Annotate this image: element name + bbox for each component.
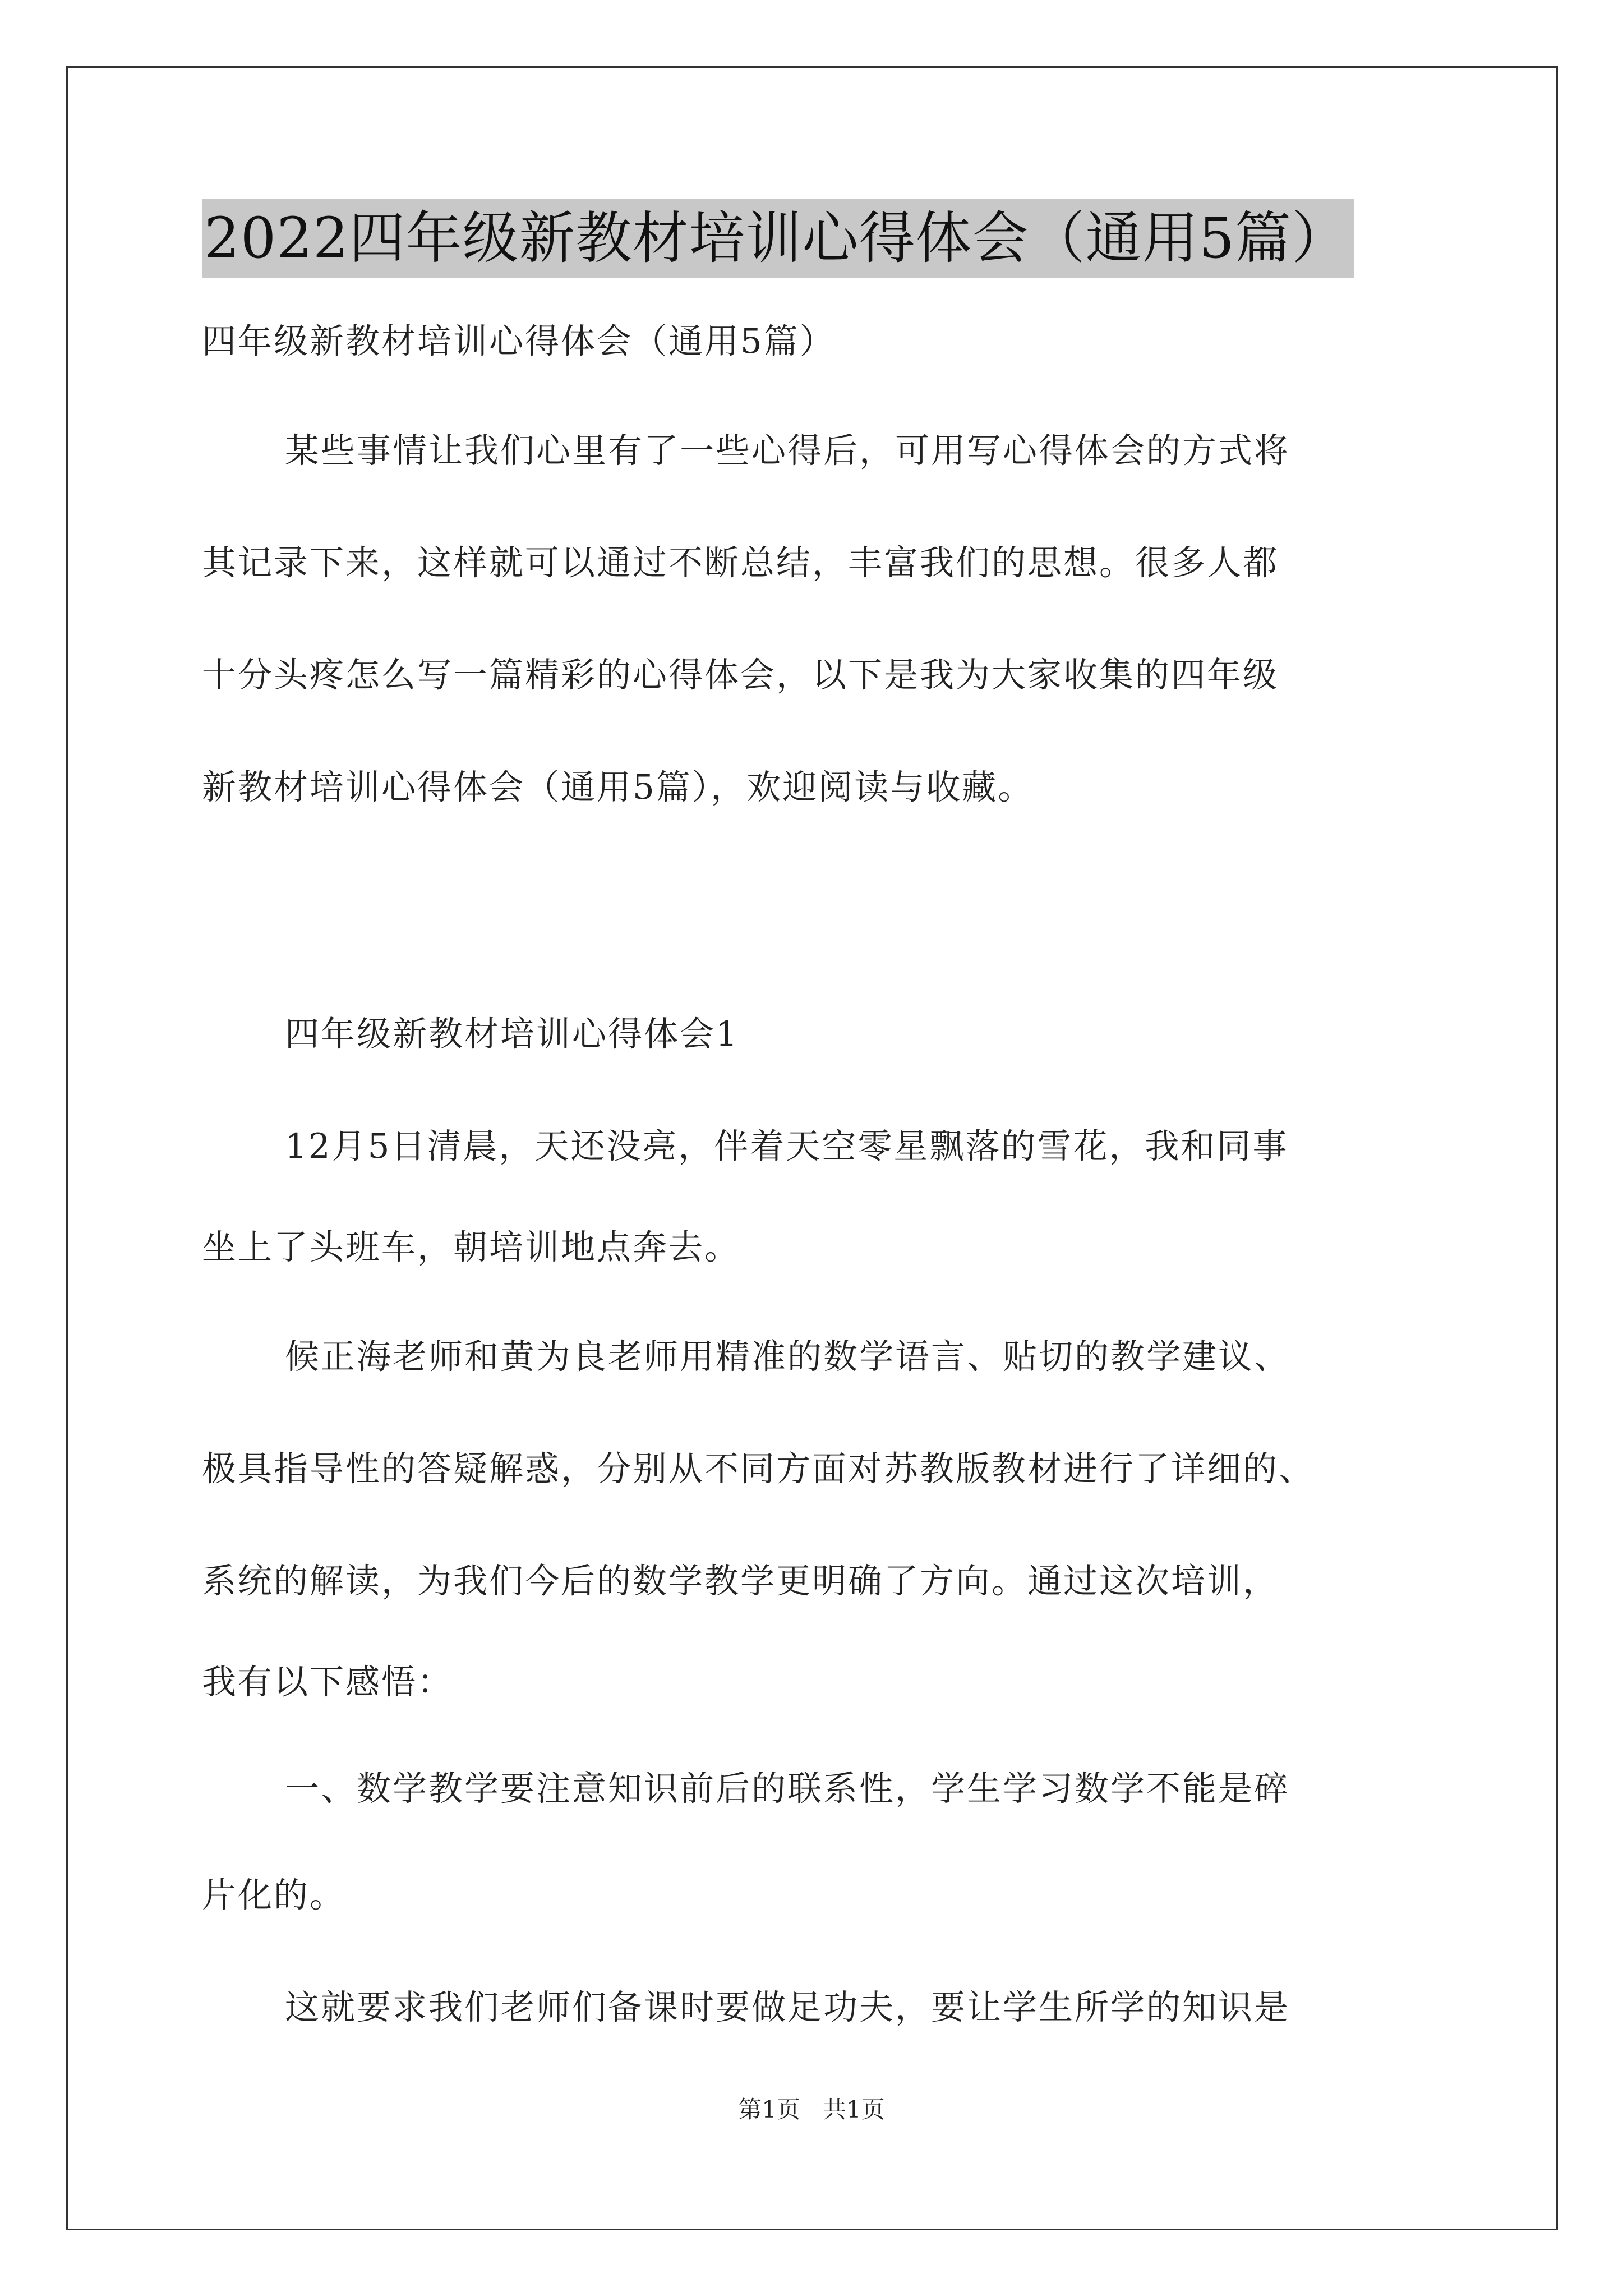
section-line-4: 极具指导性的答疑解惑，分别从不同方面对苏教版教材进行了详细的、 (202, 1449, 1315, 1489)
section-line-5: 系统的解读，为我们今后的数学教学更明确了方向。通过这次培训， (202, 1561, 1279, 1601)
section-line-9: 这就要求我们老师们备课时要做足功夫，要让学生所学的知识是 (285, 1987, 1290, 2027)
section-line-1: 12月5日清晨，天还没亮，伴着天空零星飘落的雪花，我和同事 (285, 1126, 1289, 1166)
intro-line-4: 新教材培训心得体会（通用5篇），欢迎阅读与收藏。 (202, 767, 1034, 807)
intro-line-2: 其记录下来，这样就可以通过不断总结，丰富我们的思想。很多人都 (202, 543, 1279, 583)
document-subtitle: 四年级新教材培训心得体会（通用5篇） (202, 321, 836, 361)
intro-line-1: 某些事情让我们心里有了一些心得后，可用写心得体会的方式将 (285, 431, 1290, 471)
section-line-8: 片化的。 (202, 1875, 346, 1915)
section-line-3: 候正海老师和黄为良老师用精准的数学语言、贴切的教学建议、 (285, 1337, 1290, 1377)
page-footer: 第1页 共1页 (738, 2096, 885, 2123)
document-title: 2022四年级新教材培训心得体会（通用5篇） (204, 205, 1349, 271)
section-line-7: 一、数学教学要注意知识前后的联系性，学生学习数学不能是碎 (285, 1769, 1290, 1809)
section-heading: 四年级新教材培训心得体会1 (285, 1014, 739, 1054)
section-line-6: 我有以下感悟： (202, 1662, 454, 1702)
title-highlight (202, 199, 1354, 278)
section-line-2: 坐上了头班车，朝培训地点奔去。 (202, 1227, 741, 1267)
intro-line-3: 十分头疼怎么写一篇精彩的心得体会，以下是我为大家收集的四年级 (202, 655, 1279, 695)
